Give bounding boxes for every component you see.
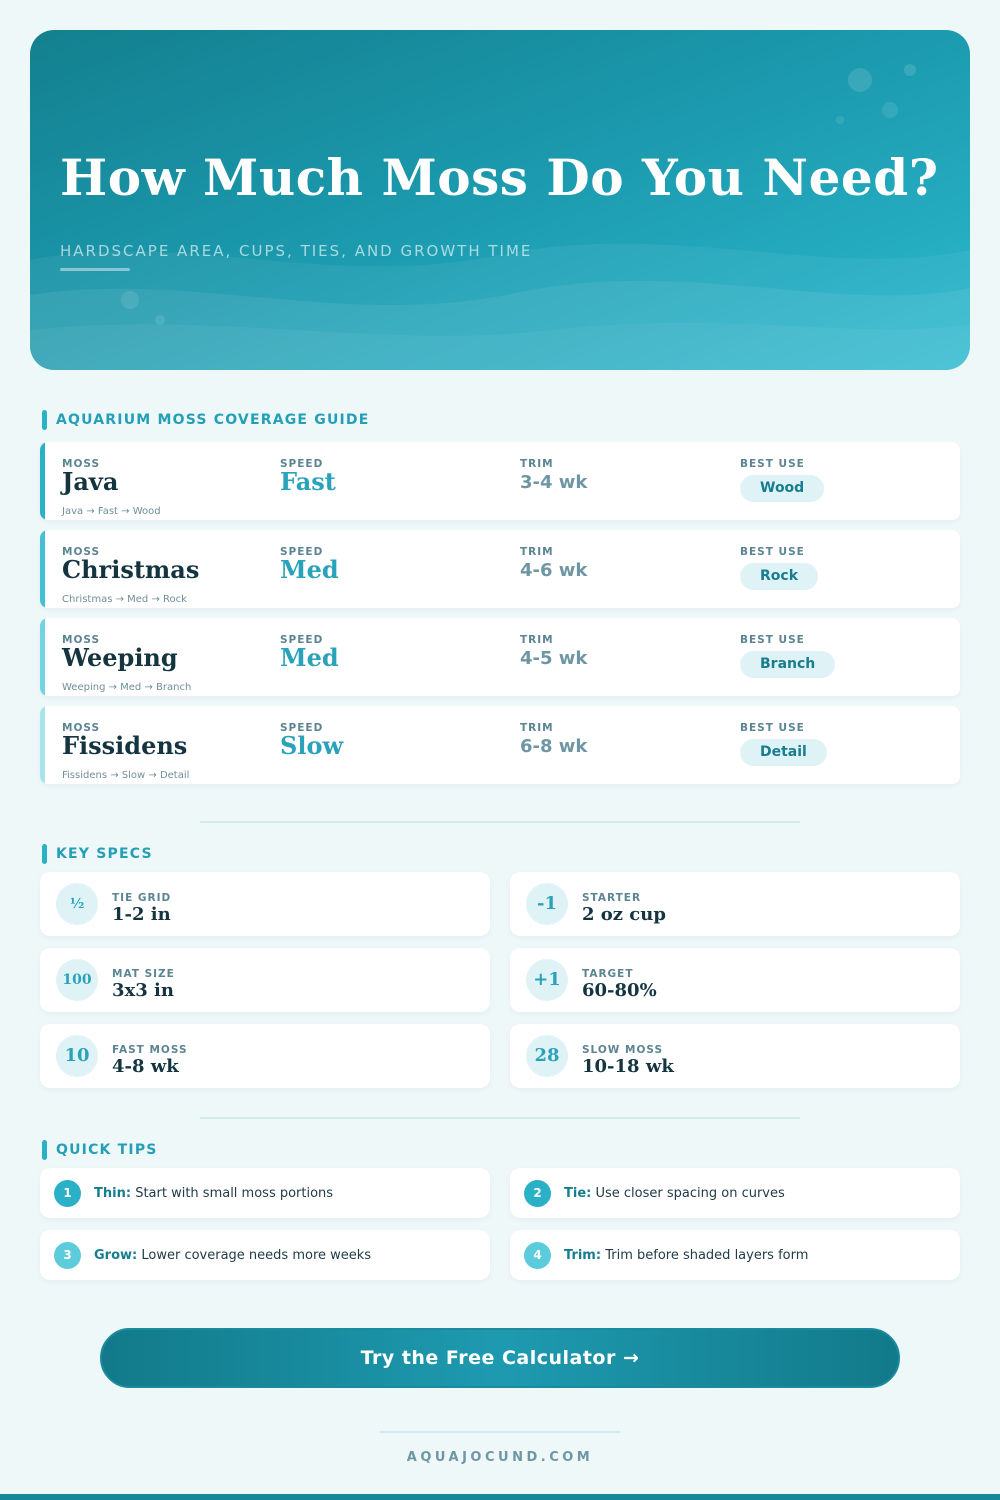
spec-icon: 28 <box>526 1035 568 1077</box>
tip-title: Trim: <box>564 1248 602 1263</box>
moss-label: MOSS <box>62 458 101 470</box>
tip-body: Use closer spacing on curves <box>595 1186 785 1201</box>
moss-label: MOSS <box>62 546 101 558</box>
spec-icon: -1 <box>526 883 568 925</box>
moss-row-java <box>40 442 960 520</box>
page-subtitle: HARDSCAPE AREA, CUPS, TIES, AND GROWTH TIME <box>60 242 533 260</box>
moss-speed: Med <box>280 643 339 672</box>
spec-label: FAST MOSS <box>112 1044 188 1056</box>
moss-path: Java → Fast → Wood <box>62 506 161 517</box>
spec-fast-moss <box>40 1024 490 1088</box>
moss-label: MOSS <box>62 722 101 734</box>
hero-banner <box>30 30 970 370</box>
moss-path: Christmas → Med → Rock <box>62 594 187 605</box>
row-accent <box>40 442 45 520</box>
moss-trim: 6-8 wk <box>520 736 588 757</box>
spec-label: TIE GRID <box>112 892 172 904</box>
moss-trim: 3-4 wk <box>520 472 588 493</box>
spec-icon: 100 <box>56 959 98 1001</box>
best-use-label: BEST USE <box>740 722 805 734</box>
tip-body: Trim before shaded layers form <box>605 1248 809 1263</box>
row-accent <box>40 706 45 784</box>
moss-speed: Med <box>280 555 339 584</box>
best-use-pill: Detail <box>740 739 827 766</box>
tip-trim <box>510 1230 960 1280</box>
spec-slow-moss <box>510 1024 960 1088</box>
row-accent <box>40 618 45 696</box>
tip-title: Grow: <box>94 1248 138 1263</box>
row-accent <box>40 530 45 608</box>
guide-section-title: AQUARIUM MOSS COVERAGE GUIDE <box>42 410 370 430</box>
moss-path: Fissidens → Slow → Detail <box>62 770 190 781</box>
section-bar <box>42 410 47 430</box>
best-use-pill: Wood <box>740 475 824 502</box>
tips-section-title: QUICK TIPS <box>42 1140 158 1160</box>
tip-body: Start with small moss portions <box>135 1186 334 1201</box>
tip-text <box>94 1186 333 1201</box>
spec-target <box>510 948 960 1012</box>
spec-label: MAT SIZE <box>112 968 175 980</box>
section-bar <box>42 844 47 864</box>
moss-row-fissidens <box>40 706 960 784</box>
tip-title: Thin: <box>94 1186 132 1201</box>
section-divider <box>200 821 800 823</box>
trim-label: TRIM <box>520 458 554 470</box>
speed-label: SPEED <box>280 458 324 470</box>
moss-path: Weeping → Med → Branch <box>62 682 192 693</box>
page-title: How Much Moss Do You Need? <box>60 148 939 207</box>
speed-label: SPEED <box>280 634 324 646</box>
spec-value: 1-2 in <box>112 904 171 925</box>
tip-number-badge: 3 <box>54 1242 81 1269</box>
tip-text <box>94 1248 371 1263</box>
best-use-label: BEST USE <box>740 634 805 646</box>
best-use-label: BEST USE <box>740 458 805 470</box>
spec-value: 4-8 wk <box>112 1056 179 1077</box>
spec-icon: ½ <box>56 883 98 925</box>
specs-section-title: KEY SPECS <box>42 844 153 864</box>
tip-body: Lower coverage needs more weeks <box>141 1248 372 1263</box>
moss-trim: 4-5 wk <box>520 648 588 669</box>
moss-row-christmas <box>40 530 960 608</box>
bottom-bar <box>0 1494 1000 1500</box>
tip-tie <box>510 1168 960 1218</box>
spec-tie-grid <box>40 872 490 936</box>
footer-site-link[interactable]: AQUAJOCUND.COM <box>406 1450 594 1465</box>
tip-thin <box>40 1168 490 1218</box>
tip-text <box>564 1248 808 1263</box>
spec-label: SLOW MOSS <box>582 1044 664 1056</box>
subtitle-underline <box>60 268 130 271</box>
tip-number-badge: 1 <box>54 1180 81 1207</box>
section-bar <box>42 1140 47 1160</box>
moss-speed: Slow <box>280 731 344 760</box>
spec-icon: 10 <box>56 1035 98 1077</box>
spec-value: 60-80% <box>582 980 657 1001</box>
moss-name: Java <box>62 467 119 496</box>
tip-number-badge: 4 <box>524 1242 551 1269</box>
tip-grow <box>40 1230 490 1280</box>
moss-label: MOSS <box>62 634 101 646</box>
trim-label: TRIM <box>520 634 554 646</box>
trim-label: TRIM <box>520 722 554 734</box>
moss-name: Weeping <box>62 643 178 672</box>
moss-name: Christmas <box>62 555 200 584</box>
best-use-pill: Rock <box>740 563 818 590</box>
spec-label: TARGET <box>582 968 634 980</box>
best-use-label: BEST USE <box>740 546 805 558</box>
tip-title: Tie: <box>564 1186 592 1201</box>
spec-mat-size <box>40 948 490 1012</box>
trim-label: TRIM <box>520 546 554 558</box>
best-use-pill: Branch <box>740 651 835 678</box>
speed-label: SPEED <box>280 722 324 734</box>
footer-divider <box>380 1431 620 1433</box>
spec-value: 3x3 in <box>112 980 174 1001</box>
spec-icon: +1 <box>526 959 568 1001</box>
spec-label: STARTER <box>582 892 642 904</box>
moss-row-weeping <box>40 618 960 696</box>
moss-name: Fissidens <box>62 731 188 760</box>
tip-text <box>564 1186 785 1201</box>
speed-label: SPEED <box>280 546 324 558</box>
spec-value: 10-18 wk <box>582 1056 674 1077</box>
moss-trim: 4-6 wk <box>520 560 588 581</box>
moss-speed: Fast <box>280 467 336 496</box>
spec-value: 2 oz cup <box>582 904 666 925</box>
section-divider <box>200 1117 800 1119</box>
spec-starter <box>510 872 960 936</box>
tip-number-badge: 2 <box>524 1180 551 1207</box>
calculator-cta-button[interactable]: Try the Free Calculator → <box>100 1328 900 1388</box>
